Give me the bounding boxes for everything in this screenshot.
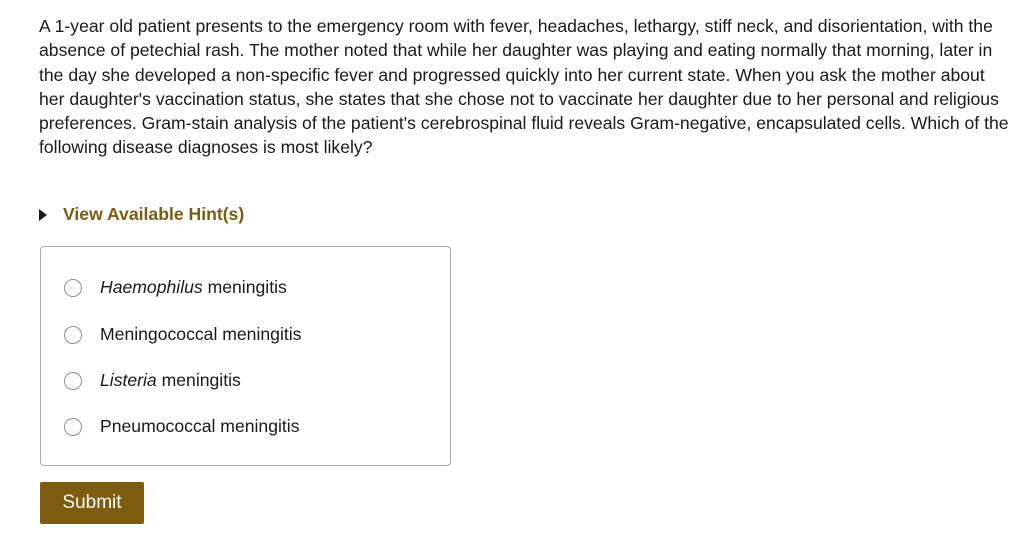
option-label-rest: Pneumococcal meningitis — [100, 416, 300, 436]
option-label-rest: meningitis — [156, 370, 241, 390]
answer-options-group — [40, 246, 451, 466]
option-italic-term: Haemophilus — [100, 277, 203, 297]
view-hints-toggle[interactable] — [39, 204, 244, 225]
radio-button[interactable] — [64, 372, 82, 390]
option-pneumococcal[interactable] — [64, 416, 300, 437]
option-italic-term: Listeria — [100, 370, 157, 390]
option-meningococcal[interactable] — [64, 324, 301, 345]
option-label — [100, 324, 301, 345]
caret-right-icon — [39, 209, 47, 221]
radio-button[interactable] — [64, 326, 82, 344]
submit-button[interactable]: Submit — [40, 482, 144, 524]
option-label-rest: meningitis — [202, 277, 287, 297]
radio-button[interactable] — [64, 418, 82, 436]
option-label-rest: Meningococcal meningitis — [100, 324, 302, 344]
option-listeria[interactable] — [64, 370, 241, 391]
radio-button[interactable] — [64, 279, 82, 297]
option-haemophilus[interactable] — [64, 277, 287, 298]
question-text: A 1-year old patient presents to the emergency room with fever, headaches, lethargy, stiff neck, and disorientation, with the absence of petechial rash. The mother noted that while her daughter was playing and eating normally that morning, later in the day she developed a non-specific fever and progressed quickly into her current state. When you ask the mother about her daughter's vaccination status, she states that she chose not to vaccinate her daughter due to her personal and religious preferences. Gram-stain analysis of the patient's cerebrospinal fluid reveals Gram-negative, encapsulated cells. Which of the following disease diagnoses is most likely? — [39, 16, 1009, 158]
option-label — [100, 416, 300, 437]
view-hints-label: View Available Hint(s) — [63, 204, 245, 224]
option-label — [100, 277, 287, 298]
option-label — [100, 370, 241, 391]
